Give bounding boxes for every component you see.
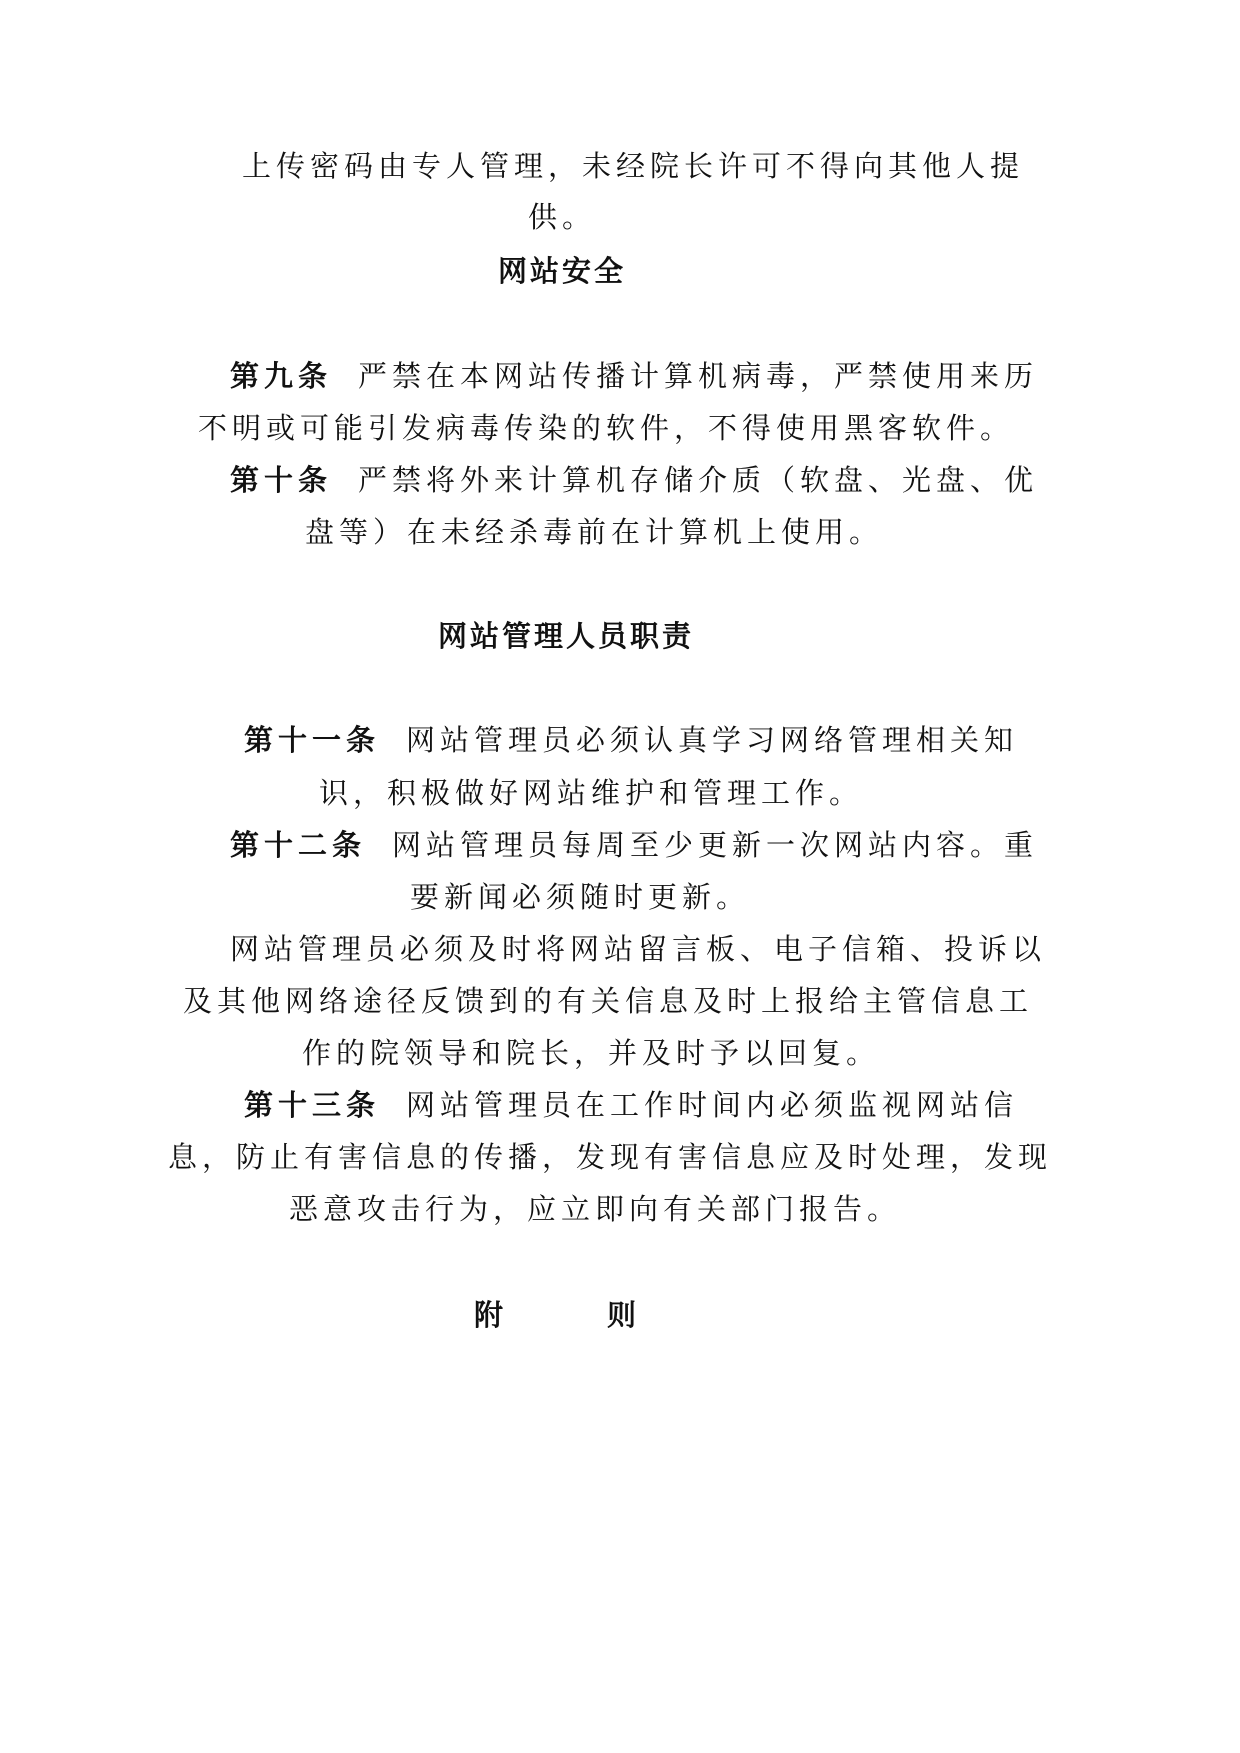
article-11-text-1: 网站管理员必须认真学习网络管理相关知 [406,723,1019,757]
supplementary-heading-char-1: 附 [474,1298,504,1332]
article-10-line-2: 盘等）在未经杀毒前在计算机上使用。 [305,515,884,549]
article-13-text-1: 网站管理员在工作时间内必须监视网站信 [406,1088,1019,1122]
section-heading-supplementary [474,1295,636,1335]
paragraph-line-2: 及其他网络途径反馈到的有关信息及时上报给主管信息工 [183,984,1034,1018]
article-10-text-1: 严禁将外来计算机存储介质（软盘、光盘、优 [358,463,1039,497]
article-9-number: 第九条 [230,359,333,393]
article-11-number: 第十一条 [244,723,381,757]
article-11-line-2: 识，积极做好网站维护和管理工作。 [319,776,864,810]
article-13-line-3: 恶意攻击行为，应立即向有关部门报告。 [289,1192,902,1226]
article-12-line-2: 要新闻必须随时更新。 [410,880,751,914]
paragraph-line-1: 网站管理员必须及时将网站留言板、电子信箱、投诉以 [230,932,1047,966]
article-13-line-2: 息，防止有害信息的传播，发现有害信息应及时处理，发现 [168,1140,1053,1174]
article-11-line-1 [244,720,1018,760]
article-10-number: 第十条 [230,463,333,497]
paragraph-line-3: 作的院领导和院长，并及时予以回复。 [302,1036,881,1070]
article-12-line-1 [230,825,1038,865]
article-9-line-2: 不明或可能引发病毒传染的软件，不得使用黑客软件。 [198,411,1015,445]
article-10-line-1 [230,460,1038,500]
article-9-line-1 [230,356,1038,396]
supplementary-heading-char-2: 则 [607,1298,637,1332]
article-13-number: 第十三条 [244,1088,381,1122]
intro-line-1: 上传密码由专人管理，未经院长许可不得向其他人提 [242,149,1025,183]
article-13-line-1 [244,1085,1018,1125]
section-heading-website-security: 网站安全 [498,254,627,288]
intro-line-2: 供。 [528,200,597,234]
article-12-number: 第十二条 [230,828,367,862]
article-12-text-1: 网站管理员每周至少更新一次网站内容。重 [392,828,1039,862]
section-heading-admin-duties: 网站管理人员职责 [438,619,695,653]
article-9-text-1: 严禁在本网站传播计算机病毒，严禁使用来历 [358,359,1039,393]
